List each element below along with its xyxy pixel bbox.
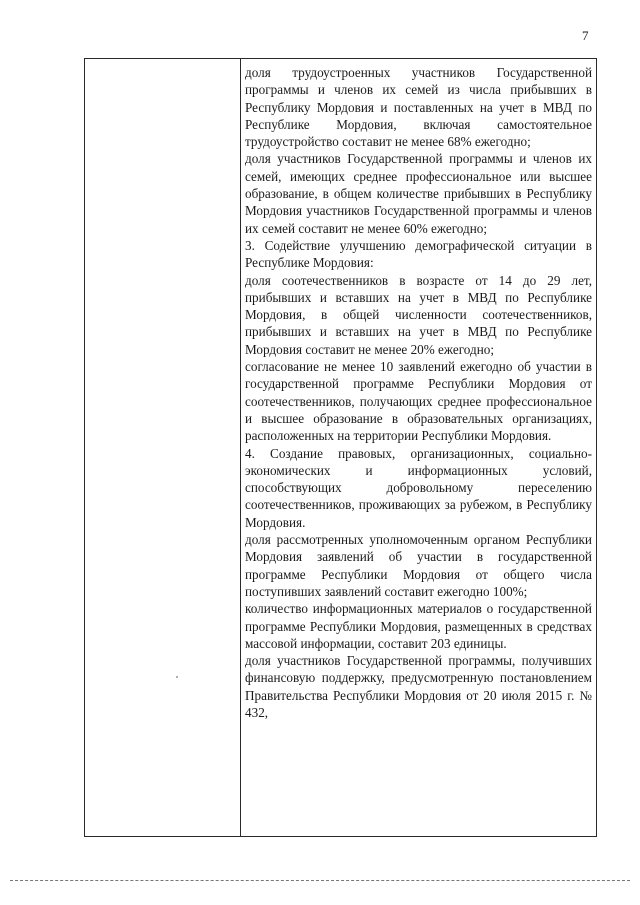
paragraph-education-share: доля участников Государственной программы и членов их семей, имеющих среднее профессиональное или высшее образование, в общем количестве прибывших в Республику Мордовия участников Государственной программы и членов их семей составит не менее 60% ежегодно; — [245, 151, 592, 236]
scan-bottom-line — [10, 880, 630, 881]
paragraph-financial-support: доля участников Государственной программы, получивших финансовую поддержку, предусмотренную постановлением Правительства Республики Мордовия от 20 июля 2015 г. № 432, — [245, 653, 592, 720]
right-cell-text — [245, 64, 592, 721]
column-divider — [240, 59, 241, 836]
paragraph-youth-share: доля соотечественников в возрасте от 14 до 29 лет, прибывших и вставших на учет в МВД по Республике Мордовия, в общей численности соотечественников, прибывших и вставших на учет в МВД по Республике Мордовия составит не менее 20% ежегодно; — [245, 272, 592, 357]
paragraph-applications-reviewed: доля рассмотренных уполномоченным органом Республики Мордовия заявлений об участии в государственной программе Республики Мордовия от общего числа поступивших заявлений составит ежегодно 100%; — [245, 532, 592, 599]
scan-speck — [176, 676, 178, 678]
document-table — [84, 58, 597, 837]
paragraph-conditions-heading: 4. Создание правовых, организационных, социально-экономических и информационных условий, способствующих добровольному переселению соотечественников, проживающих за рубежом, в Республику Мордовия. — [245, 445, 592, 530]
paragraph-info-materials: количество информационных материалов о государственной программе Республики Мордовия, размещенных в средствах массовой информации, составит 203 единицы. — [245, 601, 592, 651]
paragraph-applications-approval: согласование не менее 10 заявлений ежегодно об участии в государственной программе Республики Мордовия от соотечественников, получающих среднее профессиональное и высшее образование в образовательных организациях, расположенных на территории Республики Мордовия. — [245, 359, 592, 444]
page-number: 7 — [582, 28, 589, 43]
paragraph-employed-share: доля трудоустроенных участников Государственной программы и членов их семей из числа прибывших в Республику Мордовия и поставленных на учет в МВД по Республике Мордовия, включая самостоятельное трудоустройство составит не менее 68% ежегодно; — [245, 65, 592, 150]
paragraph-demography-heading: 3. Содействие улучшению демографической ситуации в Республике Мордовия: — [245, 237, 592, 271]
